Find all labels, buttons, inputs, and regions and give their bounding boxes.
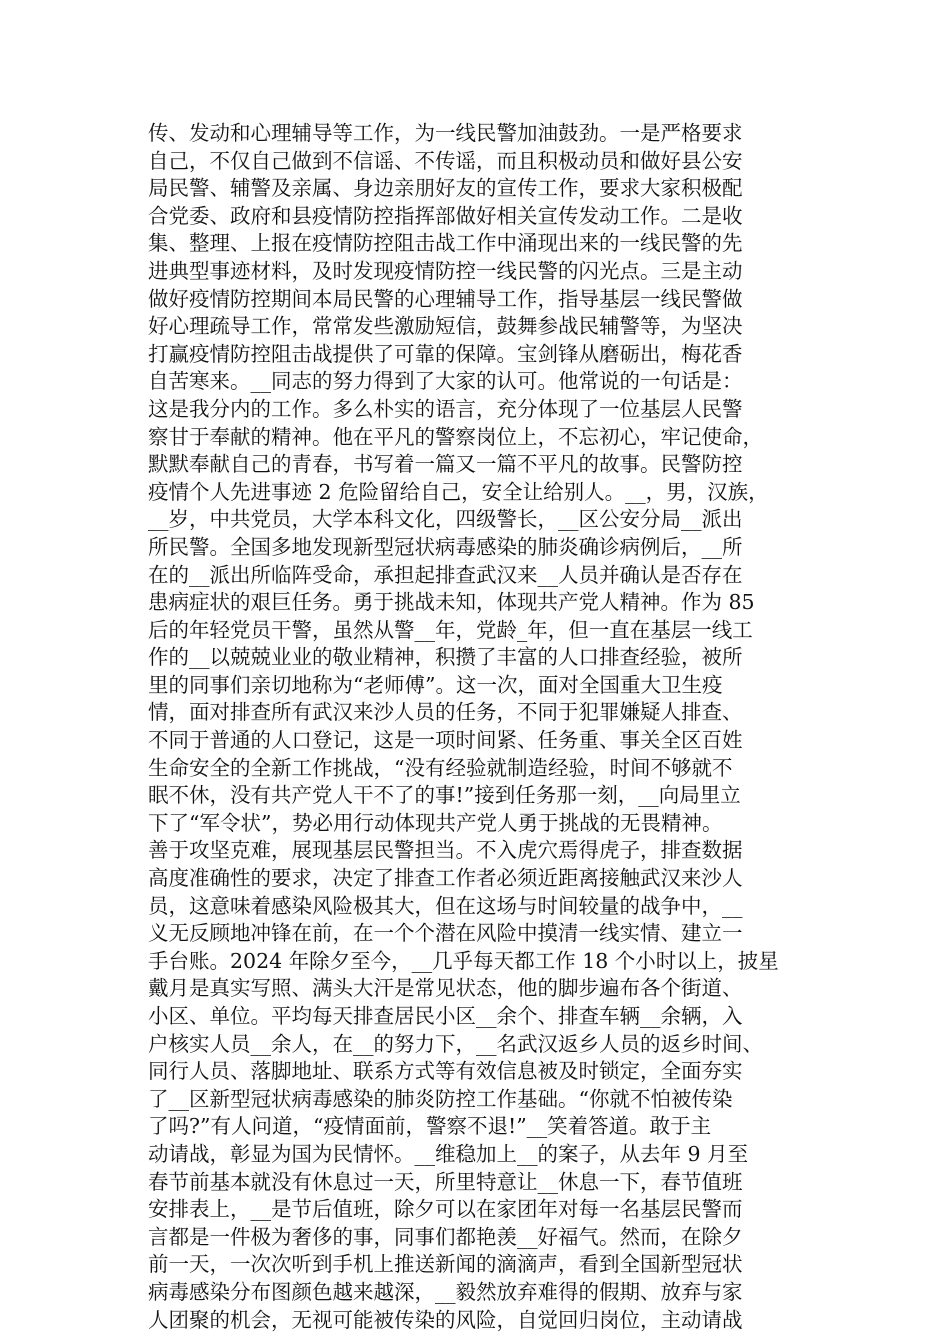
text-line: 自苦寒来。__同志的努力得到了大家的认可。他常说的一句话是： [148, 369, 743, 394]
text-line: 生命安全的全新工作挑战，“没有经验就制造经验，时间不够就不 [148, 755, 733, 780]
text-line: __岁，中共党员，大学本科文化，四级警长，__区公安分局__派出 [148, 507, 743, 532]
text-line: 打赢疫情防控阻击战提供了可靠的保障。宝剑锋从磨砺出，梅花香 [148, 341, 743, 366]
text-line: 下了“军令状”，势必用行动体现共产党人勇于挑战的无畏精神。 [148, 810, 723, 835]
text-line: 员，这意味着感染风险极其大，但在这场与时间较量的战争中，__ [148, 893, 743, 918]
text-line: 了吗?”有人问道，“疫情面前，警察不退!”__笑着答道。敢于主 [148, 1114, 712, 1139]
text-line: 里的同事们亲切地称为“老师傅”。这一次，面对全国重大卫生疫 [148, 672, 723, 697]
text-line: 做好疫情防控期间本局民警的心理辅导工作，指导基层一线民警做 [148, 286, 743, 311]
text-line: 动请战，彰显为国为民情怀。__维稳加上__的案子，从去年 9 月至 [148, 1141, 749, 1166]
text-line: 合党委、政府和县疫情防控指挥部做好相关宣传发动工作。二是收 [148, 203, 743, 228]
text-line: 所民警。全国多地发现新型冠状病毒感染的肺炎确诊病例后，__所 [148, 534, 743, 559]
text-line: 情，面对排查所有武汉来沙人员的任务，不同于犯罪嫌疑人排查、 [148, 700, 743, 725]
text-line: 不同于普通的人口登记，这是一项时间紧、任务重、事关全区百姓 [148, 728, 743, 753]
text-line: 春节前基本就没有休息过一天，所里特意让__休息一下，春节值班 [148, 1169, 743, 1194]
text-line: 局民警、辅警及亲属、身边亲朋好友的宣传工作，要求大家积极配 [148, 176, 743, 201]
text-line: 善于攻坚克难，展现基层民警担当。不入虎穴焉得虎子，排查数据 [148, 838, 743, 863]
text-line: 好心理疏导工作，常常发些激励短信，鼓舞参战民辅警等，为坚决 [148, 314, 743, 339]
text-line: 患病症状的艰巨任务。勇于挑战未知，体现共产党人精神。作为 85 [148, 590, 755, 615]
text-line: 病毒感染分布图颜色越来越深，__毅然放弃难得的假期、放弃与家 [148, 1279, 743, 1304]
text-line: 自己，不仅自己做到不信谣、不传谣，而且积极动员和做好县公安 [148, 148, 743, 173]
text-line: 集、整理、上报在疫情防控阻击战工作中涌现出来的一线民警的先 [148, 231, 743, 256]
text-line: 前一天，一次次听到手机上推送新闻的滴滴声，看到全国新型冠状 [148, 1252, 743, 1277]
text-line: 义无反顾地冲锋在前，在一个个潜在风险中摸清一线实情、建立一 [148, 921, 743, 946]
text-line: 人团聚的机会，无视可能被传染的风险，自觉回归岗位，主动请战 [148, 1307, 743, 1332]
text-line: 传、发动和心理辅导等工作，为一线民警加油鼓劲。一是严格要求 [148, 121, 743, 145]
text-line: 默默奉献自己的青春，书写着一篇又一篇不平凡的故事。民警防控 [148, 452, 743, 477]
text-line: 后的年轻党员干警，虽然从警__年，党龄_年，但一直在基层一线工 [148, 617, 753, 642]
text-line: 戴月是真实写照、满头大汗是常见状态，他的脚步遍布各个街道、 [148, 976, 743, 1001]
text-line: 这是我分内的工作。多么朴实的语言，充分体现了一位基层人民警 [148, 396, 743, 421]
text-line: 高度准确性的要求，决定了排查工作者必须近距离接触武汉来沙人 [148, 866, 743, 891]
text-line: 进典型事迹材料，及时发现疫情防控一线民警的闪光点。三是主动 [148, 258, 743, 283]
text-line: 手台账。2024 年除夕至今，__几乎每天都工作 18 个小时以上，披星 [148, 948, 779, 973]
text-line: 小区、单位。平均每天排查居民小区__余个、排查车辆__余辆，入 [148, 1004, 743, 1028]
document-page [148, 120, 808, 1334]
text-line: 言都是一件极为奢侈的事，同事们都艳羡__好福气。然而，在除夕 [148, 1224, 743, 1249]
text-line: 安排表上，__是节后值班，除夕可以在家团年对每一名基层民警而 [148, 1197, 743, 1222]
text-line: 了__区新型冠状病毒感染的肺炎防控工作基础。“你就不怕被传染 [148, 1086, 733, 1111]
text-line: 察甘于奉献的精神。他在平凡的警察岗位上，不忘初心，牢记使命， [148, 424, 763, 449]
text-line: 在的__派出所临阵受命，承担起排查武汉来__人员并确认是否存在 [148, 562, 743, 587]
text-line: 眠不休，没有共产党人干不了的事!”接到任务那一刻，__向局里立 [148, 783, 741, 808]
text-line: 疫情个人先进事迹 2 危险留给自己，安全让给别人。__，男，汉族， [148, 479, 769, 504]
text-line: 同行人员、落脚地址、联系方式等有效信息被及时锁定，全面夯实 [148, 1059, 743, 1084]
text-line: 作的__以兢兢业业的敬业精神，积攒了丰富的人口排查经验，被所 [148, 645, 743, 670]
text-line: 户核实人员__余人，在__的努力下，__名武汉返乡人员的返乡时间、 [148, 1031, 763, 1056]
